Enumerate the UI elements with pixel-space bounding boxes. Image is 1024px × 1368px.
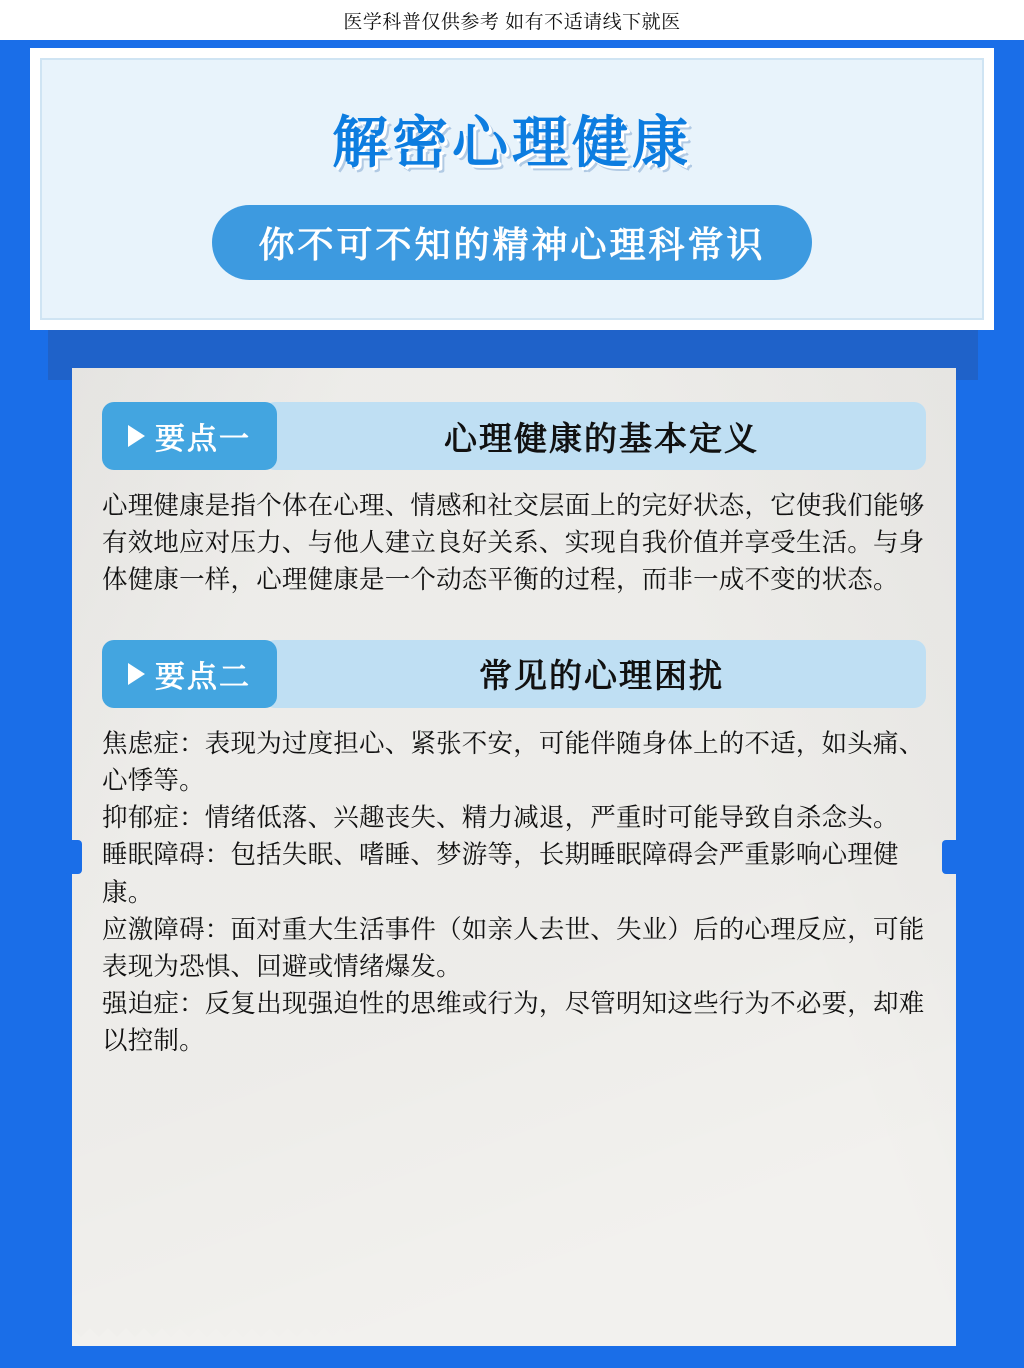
- section-header-1: [102, 402, 926, 470]
- page-title: 解密心理健康: [332, 110, 692, 174]
- paragraph: 强迫症：反复出现强迫性的思维或行为，尽管明知这些行为不必要，却难以控制。: [102, 990, 925, 1056]
- content-card: [72, 368, 956, 1340]
- disclaimer-bar: 医学科普仅供参考 如有不适请线下就医: [0, 0, 1024, 40]
- play-triangle-icon: [128, 663, 145, 685]
- section-body-1: [102, 488, 926, 600]
- card-tab-left: [64, 840, 82, 874]
- section-title-bar-2: [263, 640, 926, 708]
- section-title-2: 常见的心理困扰: [479, 657, 724, 695]
- card-tab-right: [942, 840, 960, 874]
- play-triangle-icon: [128, 425, 145, 447]
- header-frame: [30, 48, 994, 330]
- paragraph: 睡眠障碍：包括失眠、嗜睡、梦游等，长期睡眠障碍会严重影响心理健康。: [102, 841, 899, 907]
- section-title-1: 心理健康的基本定义: [444, 419, 759, 457]
- page-subtitle: 你不可不知的精神心理科常识: [212, 205, 811, 280]
- paragraph: 心理健康是指个体在心理、情感和社交层面上的完好状态，它使我们能够有效地应对压力、与他人建立良好关系、实现自我价值并享受生活。与身体健康一样，心理健康是一个动态平衡的过程，而非一成不变的状态。: [102, 492, 925, 595]
- section-header-2: [102, 640, 926, 708]
- card-bottom-zigzag: [72, 1328, 956, 1346]
- paragraph: 抑郁症：情绪低落、兴趣丧失、精力减退，严重时可能导致自杀念头。: [102, 804, 899, 833]
- section-badge-2: [102, 640, 277, 708]
- header-inner: [40, 58, 984, 320]
- section-body-2: [102, 726, 926, 1061]
- paragraph: 焦虑症：表现为过度担心、紧张不安，可能伴随身体上的不适，如头痛、心悸等。: [102, 729, 925, 795]
- paragraph: 应激障碍：面对重大生活事件（如亲人去世、失业）后的心理反应，可能表现为恐惧、回避或情绪爆发。: [102, 915, 925, 981]
- section-title-bar-1: [263, 402, 926, 470]
- section-badge-label-1: 要点一: [155, 423, 251, 456]
- section-badge-label-2: 要点二: [155, 660, 251, 694]
- section-badge-1: [102, 402, 277, 470]
